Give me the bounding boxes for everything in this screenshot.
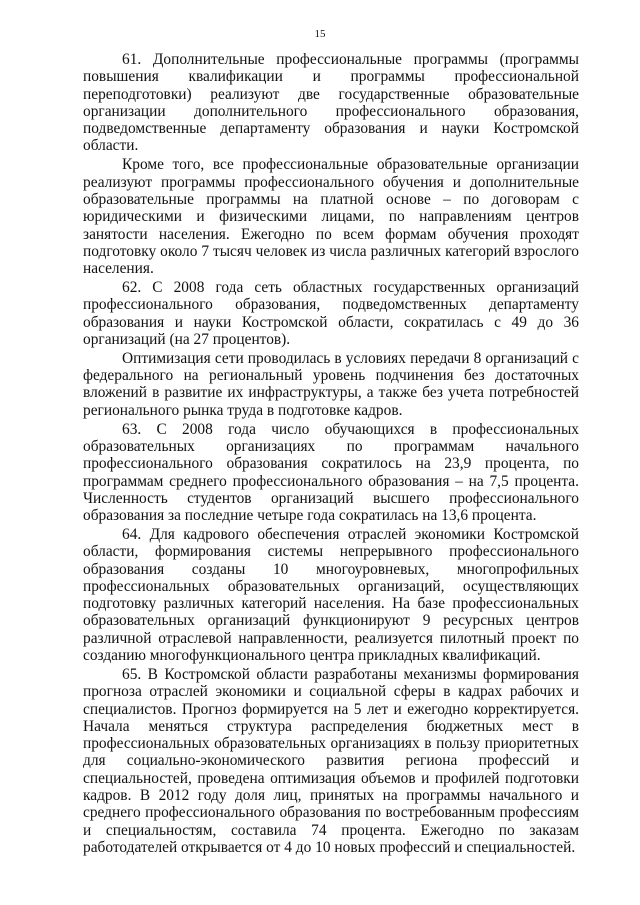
paragraph-63: 63. С 2008 года число обучающихся в профессиональных образовательных организациях по программам начального профессионального образования сократилось на 23,9 процента, по программам среднего профессионального образования – на 7,5 процента. Численность студентов организаций высшего профессионального образования за последние четыре года сократилась на 13,6 процента. <box>83 420 579 525</box>
paragraph-62: 62. С 2008 года сеть областных государственных организаций профессионального образования, подведомственных департаменту образования и науки Костромской области, сократилась с 49 до 36 организаций (на 27 процентов). <box>83 279 579 348</box>
paragraph-65: 65. В Костромской области разработаны механизмы формирования прогноза отраслей экономики и социальной сферы в кадрах рабочих и специалистов. Прогноз формируется на 5 лет и ежегодно корректируется. Начала меняться структура распределения бюджетных мест в профессиональных образовательных организациях в пользу приоритетных для социально-экономического развития региона профессий и специальностей, проведена оптимизация объемов и профилей подготовки кадров. В 2012 году доля лиц, принятых на программы начального и среднего профессионального образования по востребованным профессиям и специальностям, составила 74 процента. Ежегодно по заказам работодателей открывается от 4 до 10 новых профессий и специальностей. <box>83 665 579 856</box>
page-number: 15 <box>314 28 326 40</box>
body-text <box>83 51 579 858</box>
paragraph-61: 61. Дополнительные профессиональные программы (программы повышения квалификации и программы профессиональной переподготовки) реализуют две государственные образовательные организации дополнительного профессионального образования, подведомственные департаменту образования и науки Костромской области. <box>83 51 579 155</box>
paragraph-61-continued: Кроме того, все профессиональные образовательные организации реализуют программы профессионального обучения и дополнительные образовательные программы на платной основе – по договорам с юридическими и физическими лицами, по направлениям центров занятости населения. Ежегодно по всем формам обучения проходят подготовку около 7 тысяч человек из числа различных категорий взрослого населения. <box>83 156 579 278</box>
paragraph-64: 64. Для кадрового обеспечения отраслей экономики Костромской области, формирования системы непрерывного профессионального образования созданы 10 многоуровневых, многопрофильных профессиональных образовательных организаций, осуществляющих подготовку различных категорий населения. На базе профессиональных образовательных организаций функционируют 9 ресурсных центров различной отраслевой направленности, реализуется пилотный проект по созданию многофункционального центра прикладных квалификаций. <box>83 525 579 665</box>
paragraph-62-continued: Оптимизация сети проводилась в условиях передачи 8 организаций с федерального на региональный уровень подчинения без достаточных вложений в развитие их инфраструктуры, а также без учета потребностей регионального рынка труда в подготовке кадров. <box>83 349 579 419</box>
